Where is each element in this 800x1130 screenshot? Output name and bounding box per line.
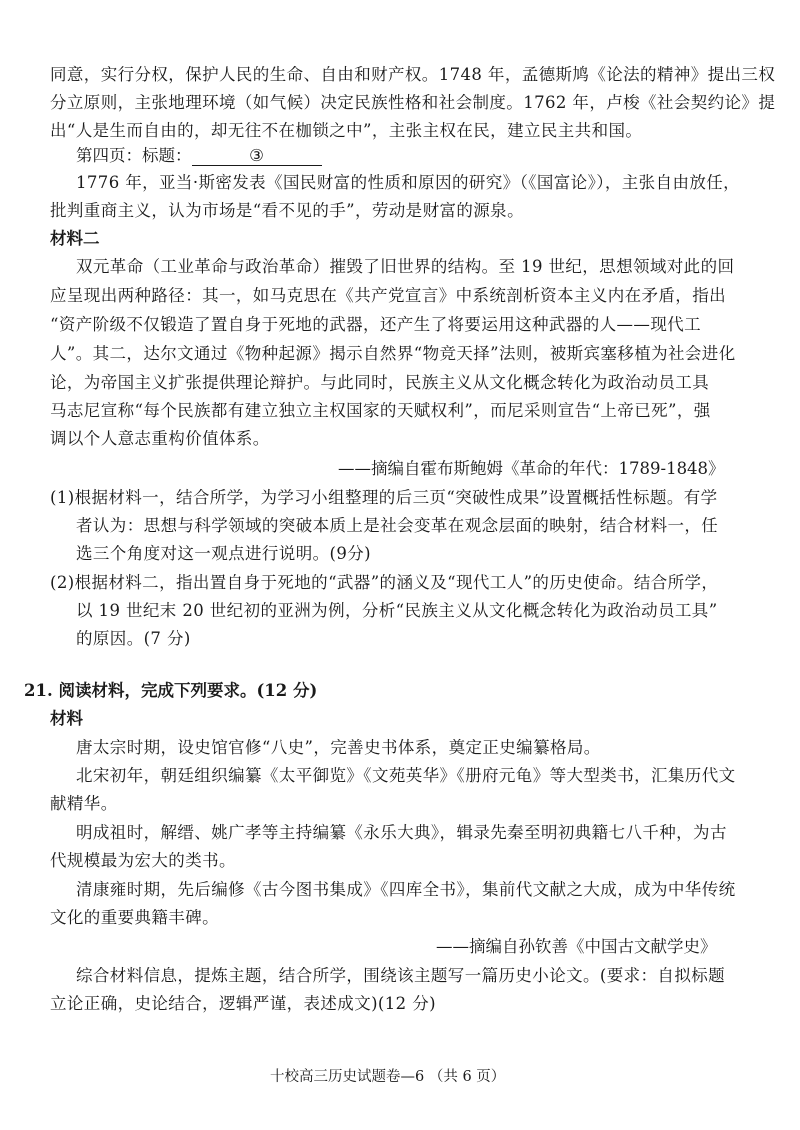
text-line: 同意，实行分权，保护人民的生命、自由和财产权。1748 年，孟德斯鸠《论法的精神》提出三权 — [50, 65, 776, 84]
text-line: 清康雍时期，先后编修《古今图书集成》《四库全书》，集前代文献之大成，成为中华传统 — [76, 880, 736, 899]
question-line: 的原因。(7 分) — [76, 629, 191, 648]
text-line: 论，为帝国主义扩张提供理论辩护。与此同时，民族主义从文化概念转化为政治动员工具 — [50, 373, 710, 392]
text-line: 马志尼宣称“每个民族都有建立独立主权国家的天赋权利”，而尼采则宣告“上帝已死”，强 — [50, 401, 711, 420]
source-citation: ——摘编自霍布斯鲍姆《革命的年代：1789-1848》 — [338, 459, 725, 478]
text-line: 献精华。 — [50, 794, 118, 813]
task-line: 立论正确，史论结合，逻辑严谨，表述成文)(12 分) — [50, 994, 436, 1013]
text-line: 调以个人意志重构价值体系。 — [50, 429, 270, 448]
text-line: 人”。其二，达尔文通过《物种起源》揭示自然界“物竞天择”法则，被斯宾塞移植为社会进化 — [50, 344, 736, 363]
text-line: 出“人是生而自由的，却无往不在枷锁之中”，主张主权在民，建立民主共和国。 — [50, 121, 643, 140]
text-line: 批判重商主义，认为市场是“看不见的手”，劳动是财富的源泉。 — [50, 201, 524, 220]
fill-blank: ③ — [192, 145, 322, 166]
text-line: 明成祖时，解缙、姚广孝等主持编纂《永乐大典》，辑录先秦至明初典籍七八千种，为古 — [76, 823, 727, 842]
text-line: 应呈现出两种路径：其一，如马克思在《共产党宣言》中系统剖析资本主义内在矛盾，指出 — [50, 286, 726, 305]
text-line: 双元革命（工业革命与政治革命）摧毁了旧世界的结构。至 19 世纪，思想领域对此的回 — [76, 257, 735, 276]
text-line: “资产阶级不仅锻造了置自身于死地的武器，还产生了将要运用这种武器的人——现代工 — [50, 315, 702, 334]
text-line: 北宋初年，朝廷组织编纂《太平御览》《文苑英华》《册府元龟》等大型类书，汇集历代文 — [76, 766, 736, 785]
text-line: 唐太宗时期，设史馆官修“八史”，完善史书体系，奠定正史编纂格局。 — [76, 738, 601, 757]
question-line: 者认为：思想与科学领域的突破本质上是社会变革在观念层面的映射，结合材料一，任 — [76, 516, 719, 535]
material-heading: 材料二 — [50, 229, 100, 248]
question-line: 选三个角度对这一观点进行说明。(9分) — [76, 544, 371, 563]
task-line: 综合材料信息，提炼主题，结合所学，围绕该主题写一篇历史小论文。(要求：自拟标题 — [76, 966, 726, 985]
question-line: (2)根据材料二，指出置自身于死地的“武器”的涵义及“现代工人”的历史使命。结合所学， — [50, 573, 719, 592]
question-title: 21. 阅读材料，完成下列要求。(12 分) — [24, 681, 318, 700]
material-heading: 材料 — [50, 709, 83, 728]
text-line: 代规模最为宏大的类书。 — [50, 851, 236, 870]
question-line: (1)根据材料一，结合所学，为学习小组整理的后三页“突破性成果”设置概括性标题。有学 — [50, 488, 718, 507]
text-line: 分立原则，主张地理环境（如气候）决定民族性格和社会制度。1762 年，卢梭《社会契约论》提 — [50, 93, 776, 112]
question-line: 以 19 世纪末 20 世纪初的亚洲为例，分析“民族主义从文化概念转化为政治动员工具” — [76, 601, 718, 620]
page-footer: 十校高三历史试题卷—6 （共 6 页） — [270, 1069, 506, 1085]
page4-label: 第四页：标题： — [76, 146, 192, 165]
text-line: 1776 年，亚当·斯密发表《国民财富的性质和原因的研究》（《国富论》），主张自由放任， — [76, 173, 741, 192]
text-line: 文化的重要典籍丰碑。 — [50, 908, 219, 927]
source-citation: ——摘编自孙钦善《中国古文献学史》 — [436, 937, 717, 956]
page4-title-line — [76, 145, 322, 167]
